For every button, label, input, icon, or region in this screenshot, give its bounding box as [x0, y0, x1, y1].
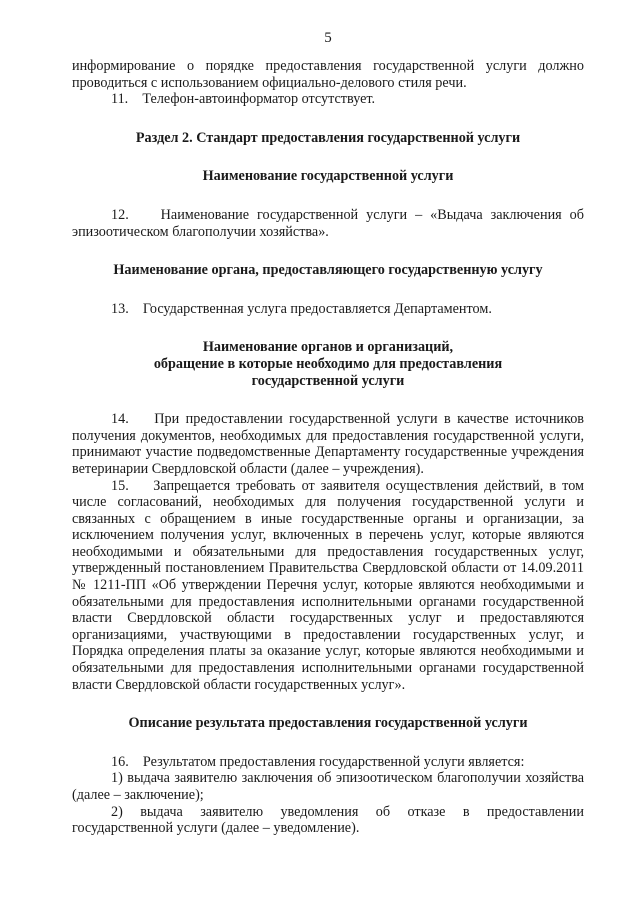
- heading-organ: Наименование органа, предоставляющего государственную услугу: [113, 262, 543, 279]
- heading-result: Описание результата предоставления государственной услуги: [128, 715, 528, 732]
- paragraph-continuation: информирование о порядке предоставления государственной услуги должно проводиться с использованием официально-делового стиля речи.: [72, 58, 584, 91]
- paragraph-16-item-1: 1) выдача заявителю заключения об эпизоотическом благополучии хозяйства (далее – заключение);: [72, 770, 584, 803]
- paragraph-16-item-2: 2) выдача заявителю уведомления об отказе в предоставлении государственной услуги (далее – уведомление).: [72, 803, 584, 837]
- paragraph-14: 14. При предоставлении государственной услуги в качестве источников получения документов, необходимых для предоставления государственной услуги, принимают участие подведомственные Департаменту государственные учреждения ветеринарии Свердловской области (далее – учреждения).: [72, 411, 584, 477]
- paragraph-16: 16. Результатом предоставления государственной услуги является:: [111, 753, 525, 770]
- heading-organizations-line-2: обращение в которые необходимо для предоставления: [153, 355, 503, 372]
- heading-service-name: Наименование государственной услуги: [202, 168, 454, 185]
- paragraph-11: 11. Телефон-автоинформатор отсутствует.: [111, 91, 376, 108]
- heading-organizations: [72, 339, 584, 389]
- heading-organizations-line-3: государственной услуги: [251, 372, 405, 389]
- heading-organizations-line-1: Наименование органов и организаций,: [202, 339, 454, 356]
- page-number: 5: [324, 30, 332, 46]
- section-title: Раздел 2. Стандарт предоставления государственной услуги: [135, 129, 521, 146]
- paragraph-15: 15. Запрещается требовать от заявителя осуществления действий, в том числе согласований, необходимых для получения государственной услуги и связанных с обращением в иные государственные органы и организации, за исключением получения услуг, включенных в перечень услуг, которые являются необходимыми и обязательными для предоставления государственных услуг, утвержденный постановлением Правительства Свердловской области от 14.09.2011 № 1211-ПП «Об утверждении Перечня услуг, которые являются необходимыми и обязательными для предоставления исполнительными органами государственной власти Свердловской области государственных услуг и предоставляются организациями, участвующими в предоставлении государственных услуг, и Порядка определения платы за оказание услуг, которые являются необходимыми и обязательными для предоставления исполнительными органами государственной власти Свердловской области государственных услуг».: [72, 477, 584, 693]
- paragraph-12: 12. Наименование государственной услуги – «Выдача заключения об эпизоотическом благополучии хозяйства».: [72, 206, 584, 240]
- paragraph-13: 13. Государственная услуга предоставляется Департаментом.: [111, 300, 492, 317]
